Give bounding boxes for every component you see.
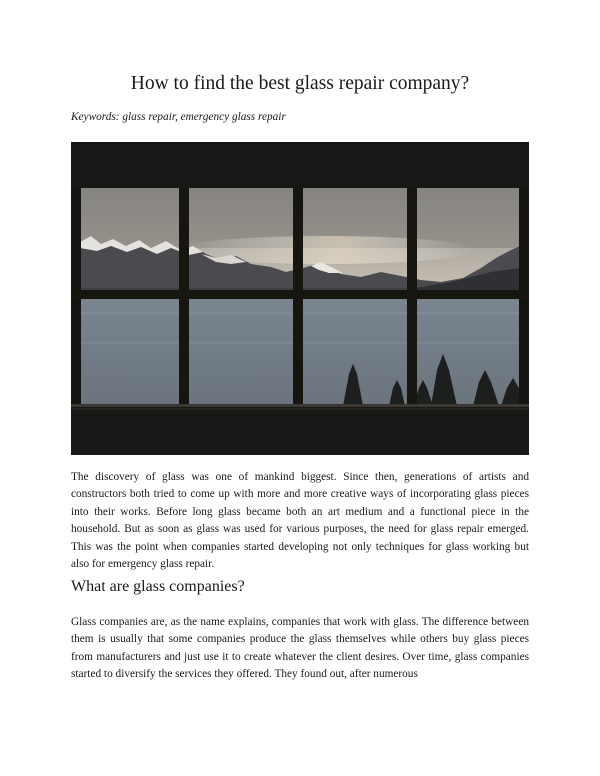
window-lake-photo <box>71 142 529 455</box>
keywords-line: Keywords: glass repair, emergency glass repair <box>71 111 286 123</box>
glass-companies-paragraph: Glass companies are, as the name explains, companies that work with glass. The difference between them is usually that some companies produce the glass themselves while others buy glass pieces from manufacturers and just use it to create whatever the client desires. Over time, glass companies started to diversify the services they offered. They found out, after numerous <box>71 616 529 681</box>
section-heading: What are glass companies? <box>71 578 245 595</box>
page-title: How to find the best glass repair company? <box>130 73 470 94</box>
intro-paragraph: The discovery of glass was one of mankind biggest. Since then, generations of artists and constructors both tried to come up with more and more creative ways of incorporating glass pieces into their works. Before long glass became both an art medium and a functional piece in the household. But as soon as glass was used for various purposes, the need for glass repair emerged. This was the point when companies started developing not only techniques for glass working but also for emergency glass repair. <box>71 471 529 571</box>
